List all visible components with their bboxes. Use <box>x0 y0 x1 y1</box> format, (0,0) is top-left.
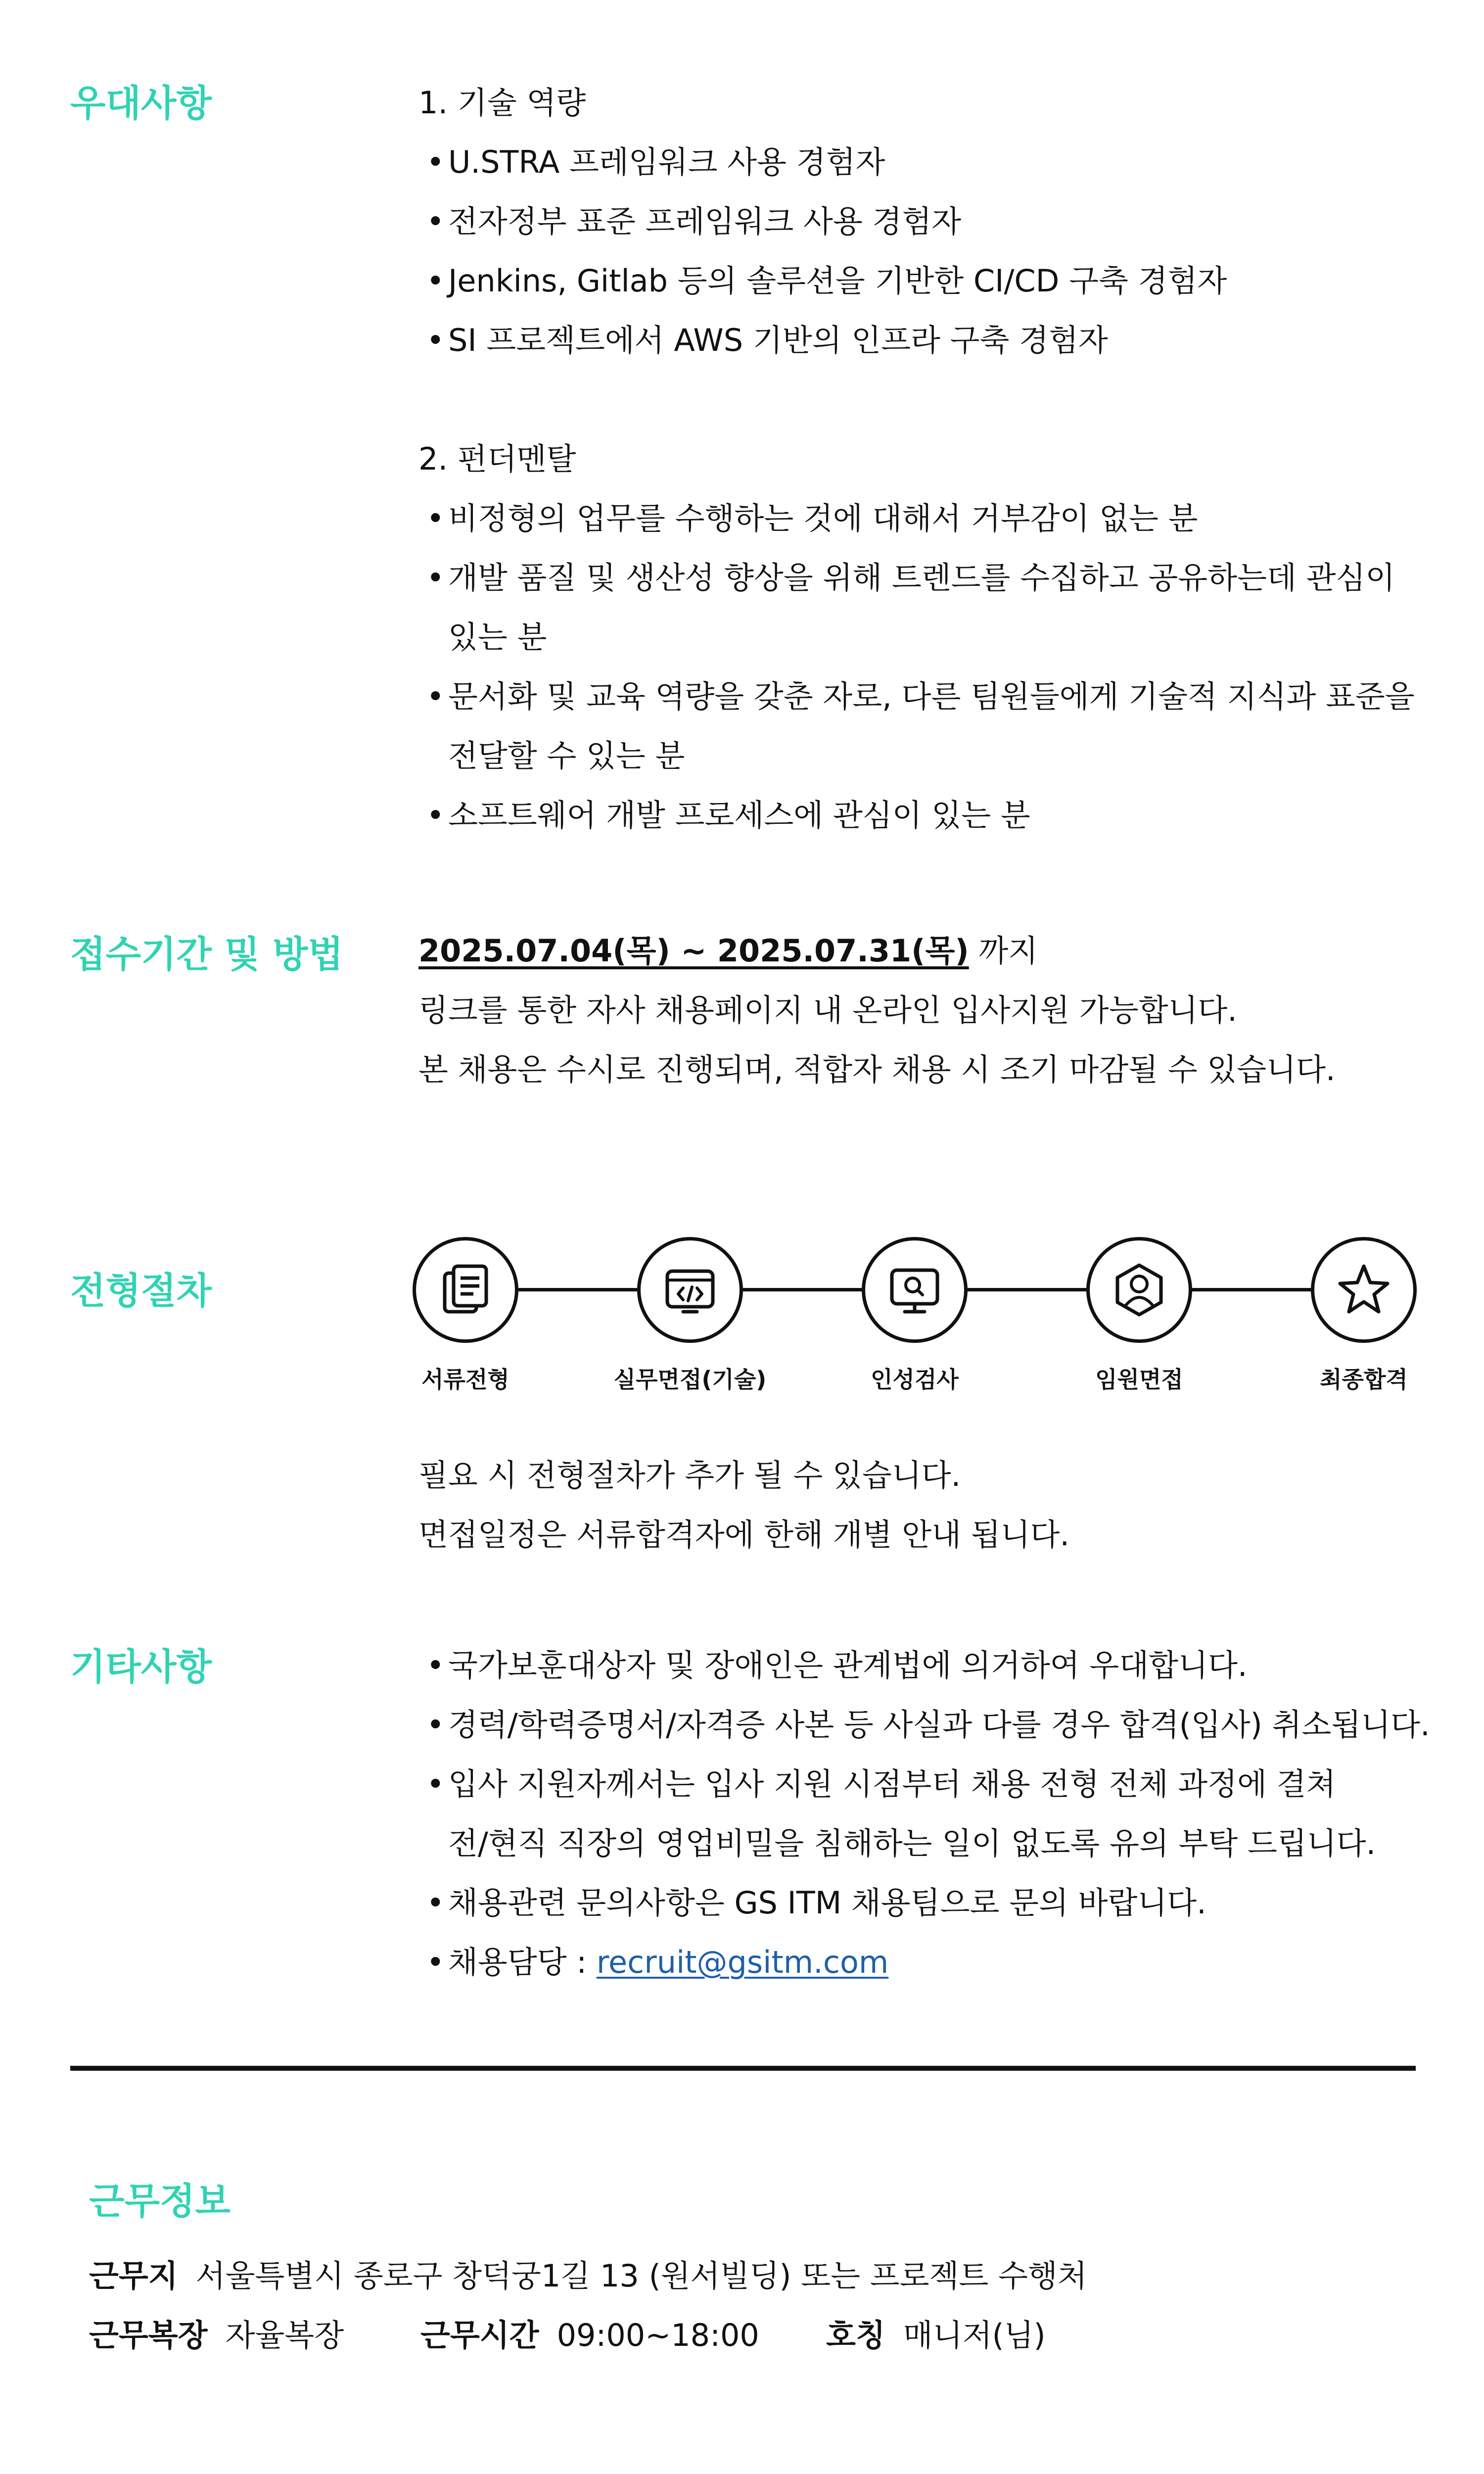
work-hours-value: 09:00~18:00 <box>556 2317 759 2353</box>
process-step-label: 최종합격 <box>1320 1366 1408 1393</box>
work-title-label: 호칭 <box>826 2317 885 2353</box>
document-icon <box>436 1260 495 1320</box>
application-note: 본 채용은 수시로 진행되며, 적합자 채용 시 조기 마감될 수 있습니다. <box>418 1051 1336 1088</box>
list-item: • 채용관련 문의사항은 GS ITM 채용팀으로 문의 바랍니다. <box>448 1873 1206 1933</box>
process-connector <box>518 1288 637 1291</box>
person-hexagon-icon <box>1110 1260 1169 1320</box>
work-location-label: 근무지 <box>89 2258 178 2294</box>
process-step-3 <box>862 1237 968 1343</box>
process-note: 필요 시 전형절차가 추가 될 수 있습니다. <box>418 1457 961 1493</box>
application-dates: 2025.07.04(목) ~ 2025.07.31(목) <box>418 933 969 969</box>
code-window-icon <box>660 1260 720 1320</box>
process-connector <box>968 1288 1086 1291</box>
work-dress-label: 근무복장 <box>89 2317 208 2353</box>
list-item: • 비정형의 업무를 수행하는 것에 대해서 거부감이 없는 분 <box>448 489 1198 548</box>
list-item: • 국가보훈대상자 및 장애인은 관계법에 의거하여 우대합니다. <box>448 1636 1248 1695</box>
list-item: • 전자정부 표준 프레임워크 사용 경험자 <box>448 192 961 251</box>
preferred-section-title: 우대사항 <box>70 82 212 125</box>
process-step-4 <box>1086 1237 1192 1343</box>
process-step-label: 서류전형 <box>421 1366 510 1393</box>
list-item: • 입사 지원자께서는 입사 지원 시점부터 채용 전형 전체 과정에 결쳐 <box>448 1755 1336 1814</box>
list-item-continuation: 있는 분 <box>448 619 547 655</box>
work-dress <box>89 2306 344 2365</box>
list-item <box>448 1933 888 1992</box>
list-item: • 소프트웨어 개발 프로세스에 관심이 있는 분 <box>448 786 1030 845</box>
process-step-label: 인성검사 <box>871 1366 959 1393</box>
work-location-value: 서울특별시 종로구 창덕궁1길 13 (원서빌딩) 또는 프로젝트 수행처 <box>195 2258 1087 2294</box>
application-until: 까지 <box>969 933 1038 969</box>
preferred-group2-title: 2. 펀더멘탈 <box>418 441 576 477</box>
work-title-value: 매니저(님) <box>903 2317 1046 2353</box>
section-divider <box>70 2066 1416 2071</box>
work-hours <box>420 2306 759 2365</box>
etc-section-title: 기타사항 <box>70 1646 212 1688</box>
monitor-search-icon <box>885 1260 944 1320</box>
process-step-1 <box>413 1237 518 1343</box>
list-item: • 개발 품질 및 생산성 향상을 위해 트렌드를 수집하고 공유하는데 관심이 <box>448 548 1395 608</box>
process-step-5 <box>1311 1237 1417 1343</box>
process-step-2 <box>637 1237 743 1343</box>
contact-label: 채용담당 : <box>448 1944 597 1980</box>
list-item: • Jenkins, Gitlab 등의 솔루션을 기반한 CI/CD 구축 경험자 <box>448 251 1227 311</box>
application-section-title: 접수기간 및 방법 <box>70 933 343 976</box>
process-connector <box>1192 1288 1311 1291</box>
list-item: • 경력/학력증명서/자격증 사본 등 사실과 다를 경우 합격(입사) 취소됩니다. <box>448 1695 1430 1755</box>
work-location <box>89 2246 1087 2306</box>
process-step-label: 실무면접(기술) <box>613 1366 767 1393</box>
list-item-continuation: 전달할 수 있는 분 <box>448 738 685 774</box>
work-title <box>826 2306 1046 2365</box>
work-hours-label: 근무시간 <box>420 2317 539 2353</box>
work-dress-value: 자율복장 <box>225 2317 344 2353</box>
star-icon <box>1334 1260 1393 1320</box>
application-period <box>418 921 1038 981</box>
work-section-title: 근무정보 <box>89 2180 231 2223</box>
list-item: • 문서화 및 교육 역량을 갖춘 자로, 다른 팀원들에게 기술적 지식과 표준을 <box>448 667 1415 726</box>
list-item-continuation: 전/현직 직장의 영업비밀을 침해하는 일이 없도록 유의 부탁 드립니다. <box>448 1825 1376 1861</box>
process-connector <box>743 1288 862 1291</box>
list-item: • U.STRA 프레임워크 사용 경험자 <box>448 133 885 192</box>
process-section-title: 전형절차 <box>70 1270 212 1312</box>
process-note: 면접일정은 서류합격자에 한해 개별 안내 됩니다. <box>418 1517 1070 1553</box>
preferred-group1-title: 1. 기술 역량 <box>418 85 586 121</box>
recruit-email-link[interactable]: recruit@gsitm.com <box>596 1944 889 1980</box>
application-method: 링크를 통한 자사 채용페이지 내 온라인 입사지원 가능합니다. <box>418 992 1237 1028</box>
list-item: • SI 프로젝트에서 AWS 기반의 인프라 구축 경험자 <box>448 311 1108 370</box>
process-step-label: 임원면접 <box>1095 1366 1183 1393</box>
